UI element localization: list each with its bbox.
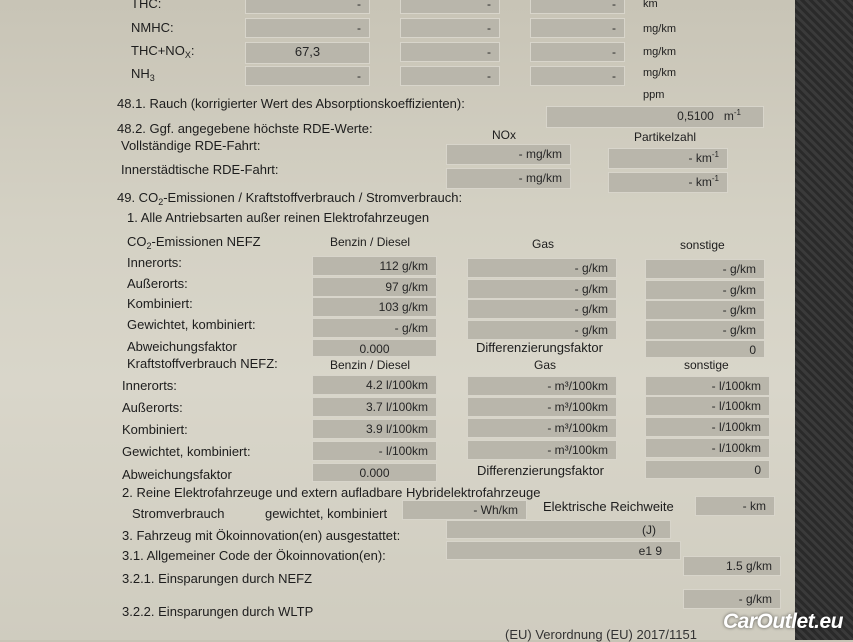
co2-gewichtet-gas: - g/km (467, 320, 617, 340)
section-3-2-2-label: 3.2.2. Einsparungen durch WLTP (122, 604, 314, 619)
reichweite-value: - km (695, 496, 775, 516)
section-49-sub2: 2. Reine Elektrofahrzeuge und extern aufladbare Hybridelektrofahrzeuge (122, 485, 541, 500)
section-49-sub1: 1. Alle Antriebsarten außer reinen Elektrofahrzeugen (127, 210, 430, 225)
rde-city-label: Innerstädtische RDE-Fahrt: (121, 162, 279, 177)
co2-row-label: Kombiniert: (127, 296, 193, 311)
fuel-gewichtet-sonst: - l/100km (645, 438, 770, 458)
co2-ausserorts-gas: - g/km (467, 279, 617, 299)
thc-nox-unit: mg/km (643, 46, 676, 58)
einsparung-nefz-value: 1.5 g/km (683, 556, 781, 576)
reichweite-label: Elektrische Reichweite (543, 499, 674, 514)
oekoinnovation-code-value: e1 9 (446, 541, 681, 560)
section-3-1-label: 3.1. Allgemeiner Code der Ökoinnovation(en): (122, 548, 386, 563)
co2-gewichtet-sonst: - g/km (645, 320, 765, 340)
oekoinnovation-value: (J) (446, 520, 671, 539)
nh3-unit: mg/km (643, 67, 676, 79)
co2-row-label: Außerorts: (127, 276, 188, 291)
footer-regulation-text: (EU) Verordnung (EU) 2017/1151 (505, 627, 697, 642)
rde-full-partikel: - $km^{-1}$ (608, 148, 728, 169)
thc-value: - (245, 0, 370, 14)
nh3-value-3: - (530, 66, 625, 86)
co2-innerorts-sonst: - g/km (645, 259, 765, 279)
fuel-col-gas: Gas (534, 358, 557, 372)
differenzierungsfaktor-value: 0 (645, 340, 765, 358)
thc-value-2: - (400, 0, 500, 14)
stromverbrauch-value: - Wh/km (402, 500, 527, 520)
co2-col-sonstige: sonstige (680, 238, 725, 252)
fuel-innerorts-gas: - m³/100km (467, 376, 617, 396)
nmhc-value-2: - (400, 18, 500, 38)
fuel-gewichtet-benzin: - l/100km (312, 441, 437, 461)
fuel-col-sonstige: sonstige (684, 358, 729, 372)
thc-nox-value-3: - (530, 42, 625, 62)
abweichungsfaktor-2-value: 0.000 (312, 463, 437, 482)
fuel-kombiniert-benzin: 3.9 l/100km (312, 419, 437, 439)
fuel-col-benzin: Benzin / Diesel (330, 358, 411, 372)
fuel-nefz-header: Kraftstoffverbrauch NEFZ: (127, 356, 278, 371)
co2-gewichtet-benzin: - g/km (312, 318, 437, 338)
fuel-row-label: Innerorts: (122, 378, 177, 393)
abweichungsfaktor-2-label: Abweichungsfaktor (122, 467, 232, 482)
co2-row-label: Gewichtet, kombiniert: (127, 317, 256, 332)
differenzierungsfaktor-2-label: Differenzierungsfaktor (477, 463, 604, 478)
nox-header: NOx (492, 128, 516, 142)
einsparung-wltp-value: - g/km (683, 589, 781, 609)
co2-nefz-header: $CO_2$-Emissionen NEFZ (127, 234, 261, 251)
co2-kombiniert-benzin: 103 g/km (312, 297, 437, 317)
rde-city-partikel: - $km^{-1}$ (608, 172, 728, 193)
thc-label: THC: (131, 0, 162, 11)
section-48-2-label: 48.2. Ggf. angegebene höchste RDE-Werte: (117, 121, 373, 136)
fuel-row-label: Kombiniert: (122, 422, 188, 437)
fuel-innerorts-sonst: - l/100km (645, 376, 770, 396)
ppm-unit: ppm (643, 89, 665, 101)
fuel-kombiniert-sonst: - l/100km (645, 417, 770, 437)
fuel-kombiniert-gas: - m³/100km (467, 418, 617, 438)
fuel-ausserorts-sonst: - l/100km (645, 396, 770, 416)
co2-ausserorts-benzin: 97 g/km (312, 277, 437, 297)
watermark-logo: CarOutlet.eu (722, 610, 843, 633)
fuel-ausserorts-benzin: 3.7 l/100km (312, 397, 437, 417)
co2-kombiniert-sonst: - g/km (645, 300, 765, 320)
smoke-value: 0,5100 $m^{-1}$ (546, 106, 764, 128)
co2-ausserorts-sonst: - g/km (645, 280, 765, 300)
section-49-sub3: 3. Fahrzeug mit Ökoinnovation(en) ausgestattet: (122, 528, 401, 543)
partikel-header: Partikelzahl (634, 130, 697, 144)
differenzierungsfaktor-label: Differenzierungsfaktor (476, 340, 603, 355)
thc-unit: km (643, 0, 658, 10)
dark-background-edge (795, 0, 853, 640)
fuel-gewichtet-gas: - m³/100km (467, 440, 617, 460)
thc-nox-label: $THC+NO_X$: (131, 43, 195, 60)
abweichungsfaktor-label: Abweichungsfaktor (127, 339, 237, 354)
co2-kombiniert-gas: - g/km (467, 299, 617, 319)
nh3-label: $NH_3$ (131, 66, 155, 83)
section-48-1-label: 48.1. Rauch (korrigierter Wert des Absorptionskoeffizienten): (117, 96, 465, 111)
co2-col-gas: Gas (532, 237, 555, 251)
nmhc-value-3: - (530, 18, 625, 38)
co2-col-benzin: Benzin / Diesel (330, 235, 411, 249)
fuel-row-label: Gewichtet, kombiniert: (122, 444, 251, 459)
differenzierungsfaktor-2-value: 0 (645, 460, 770, 479)
nmhc-value: - (245, 18, 370, 38)
thc-value-3: - (530, 0, 625, 14)
fuel-ausserorts-gas: - m³/100km (467, 397, 617, 417)
stromverbrauch-gewichtet-label: gewichtet, kombiniert (265, 506, 388, 521)
rde-city-nox: - mg/km (446, 168, 571, 189)
rde-full-nox: - mg/km (446, 144, 571, 165)
nmhc-label: NMHC: (131, 20, 174, 35)
fuel-innerorts-benzin: 4.2 l/100km (312, 375, 437, 395)
fuel-row-label: Außerorts: (122, 400, 183, 415)
section-3-2-1-label: 3.2.1. Einsparungen durch NEFZ (122, 571, 313, 586)
nmhc-unit: mg/km (643, 23, 676, 35)
co2-row-label: Innerorts: (127, 255, 182, 270)
abweichungsfaktor-value: 0.000 (312, 339, 437, 357)
thc-nox-value: 67,3 (245, 42, 370, 64)
rde-full-label: Vollständige RDE-Fahrt: (121, 138, 261, 153)
nh3-value: - (245, 66, 370, 86)
co2-innerorts-gas: - g/km (467, 258, 617, 278)
thc-nox-value-2: - (400, 42, 500, 62)
stromverbrauch-label: Stromverbrauch (132, 506, 225, 521)
co2-innerorts-benzin: 112 g/km (312, 256, 437, 276)
nh3-value-2: - (400, 66, 500, 86)
section-49-label: 49. $CO_2$-Emissionen / Kraftstoffverbrauch / Stromverbrauch: (117, 190, 463, 207)
